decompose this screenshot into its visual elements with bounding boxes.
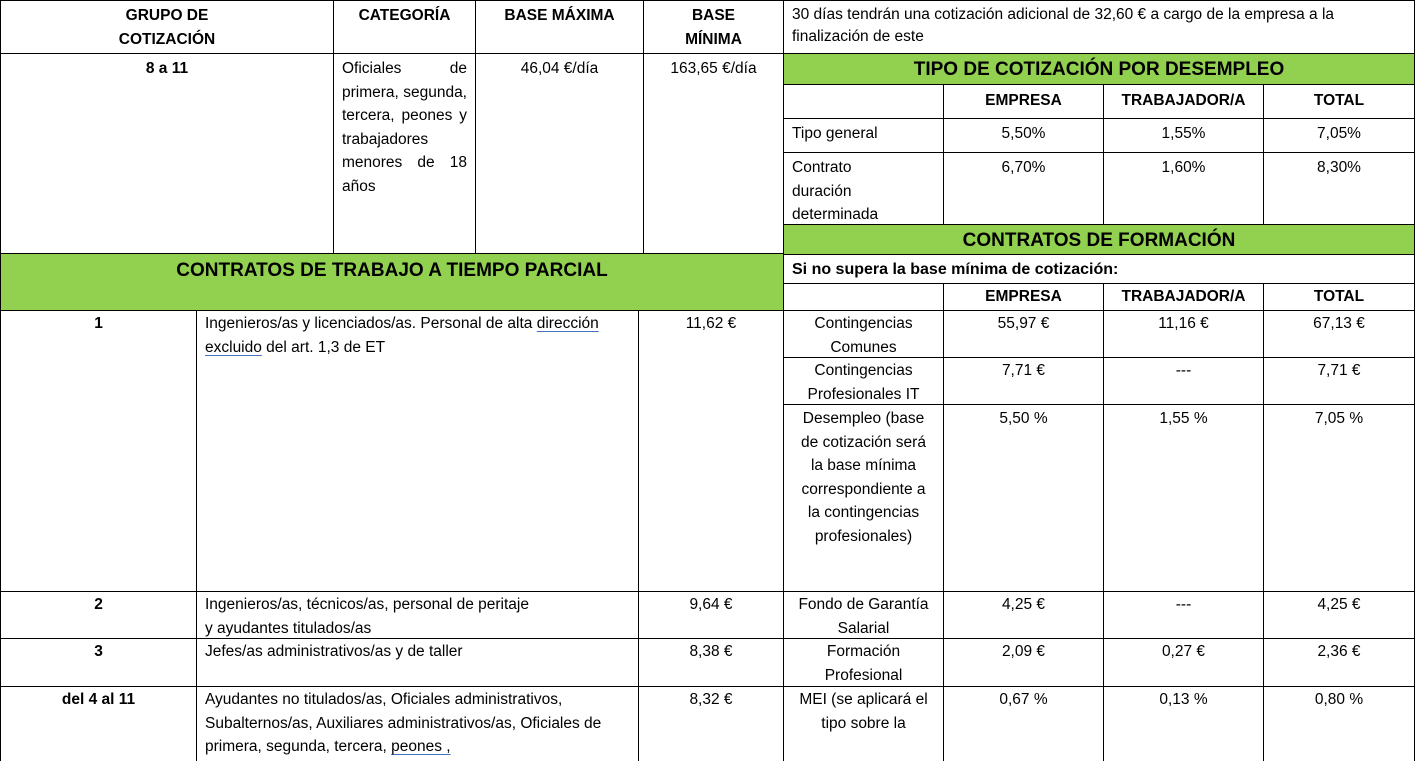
parcial-row-categoria-line1: Ingenieros/as, técnicos/as, personal de peritaje bbox=[205, 596, 529, 613]
formacion-header-blank bbox=[784, 284, 944, 311]
parcial-row-valor: 9,64 € bbox=[639, 592, 784, 639]
formacion-header-total: TOTAL bbox=[1264, 284, 1415, 311]
formacion-header-trabajador: TRABAJADOR/A bbox=[1104, 284, 1264, 311]
header-base-minima-line2: MÍNIMA bbox=[685, 30, 742, 48]
parcial-row-categoria bbox=[197, 592, 639, 639]
desempleo-row-total: 7,05% bbox=[1264, 119, 1415, 153]
formacion-row-trabajador: 11,16 € bbox=[1104, 311, 1264, 358]
formacion-row-label: Contingencias Profesionales IT bbox=[784, 358, 944, 405]
parcial-row-categoria: Jefes/as administrativos/as y de taller bbox=[197, 639, 639, 687]
parcial-row-categoria-underlined: peones , bbox=[391, 738, 451, 755]
header-base-minima-line1: BASE bbox=[691, 7, 736, 24]
row-8-11-base-minima: 163,65 €/día bbox=[644, 54, 784, 254]
formacion-row-trabajador: 0,27 € bbox=[1104, 639, 1264, 687]
desempleo-row-empresa: 6,70% bbox=[944, 153, 1104, 225]
formacion-row-label: Fondo de Garantía Salarial bbox=[784, 592, 944, 639]
desempleo-row-total: 8,30% bbox=[1264, 153, 1415, 225]
parcial-row-categoria-text: del art. 1,3 de ET bbox=[261, 338, 386, 356]
desempleo-header-empresa: EMPRESA bbox=[944, 85, 1104, 119]
formacion-row-empresa: 55,97 € bbox=[944, 311, 1104, 358]
formacion-row-total: 67,13 € bbox=[1264, 311, 1415, 358]
formacion-row-empresa: 4,25 € bbox=[944, 592, 1104, 639]
formacion-row-total: 7,71 € bbox=[1264, 358, 1415, 405]
formacion-row-trabajador: 0,13 % bbox=[1104, 687, 1264, 761]
parcial-title: CONTRATOS DE TRABAJO A TIEMPO PARCIAL bbox=[0, 254, 784, 311]
desempleo-row-trabajador: 1,55% bbox=[1104, 119, 1264, 153]
formacion-row-total: 2,36 € bbox=[1264, 639, 1415, 687]
formacion-row-label: Contingencias Comunes bbox=[784, 311, 944, 358]
formacion-row-trabajador: --- bbox=[1104, 592, 1264, 639]
formacion-row-trabajador: 1,55 % bbox=[1104, 405, 1264, 592]
formacion-row-label: Formación Profesional bbox=[784, 639, 944, 687]
desempleo-header-trabajador: TRABAJADOR/A bbox=[1104, 85, 1264, 119]
formacion-row-total: 0,80 % bbox=[1264, 687, 1415, 761]
parcial-row-categoria-underlined: dirección excluido bbox=[205, 315, 599, 356]
formacion-row-empresa: 5,50 % bbox=[944, 405, 1104, 592]
desempleo-row-label: Contrato duración determinada bbox=[784, 153, 944, 225]
parcial-row-categoria-text: Ingenieros/as y licenciados/as. Personal de alta bbox=[205, 315, 537, 332]
parcial-row-valor: 8,38 € bbox=[639, 639, 784, 687]
row-8-11-base-maxima: 46,04 €/día bbox=[476, 54, 644, 254]
parcial-row-grupo: 1 bbox=[0, 311, 197, 592]
parcial-row-grupo: 2 bbox=[0, 592, 197, 639]
desempleo-header-blank bbox=[784, 85, 944, 119]
row-8-11-categoria: Oficiales de primera, segunda, tercera, peones y trabajadores menores de 18 años bbox=[334, 54, 476, 254]
desempleo-header-total: TOTAL bbox=[1264, 85, 1415, 119]
formacion-title: CONTRATOS DE FORMACIÓN bbox=[784, 225, 1415, 255]
formacion-row-empresa: 2,09 € bbox=[944, 639, 1104, 687]
formacion-row-label: MEI (se aplicará el tipo sobre la bbox=[784, 687, 944, 761]
header-grupo-line2: COTIZACIÓN bbox=[118, 30, 216, 48]
parcial-row-valor: 11,62 € bbox=[639, 311, 784, 592]
formacion-row-total: 7,05 % bbox=[1264, 405, 1415, 592]
parcial-row-valor: 8,32 € bbox=[639, 687, 784, 761]
formacion-row-label: Desempleo (base de cotización será la base mínima correspondiente a la contingencias profesionales) bbox=[784, 405, 944, 592]
formacion-row-total: 4,25 € bbox=[1264, 592, 1415, 639]
header-categoria: CATEGORÍA bbox=[334, 0, 476, 54]
desempleo-row-empresa: 5,50% bbox=[944, 119, 1104, 153]
header-grupo-line1: GRUPO DE bbox=[125, 7, 209, 24]
desempleo-title: TIPO DE COTIZACIÓN POR DESEMPLEO bbox=[784, 54, 1415, 85]
parcial-row-grupo: del 4 al 11 bbox=[0, 687, 197, 761]
formacion-subtitle: Si no supera la base mínima de cotización: bbox=[784, 255, 1415, 284]
formacion-header-empresa: EMPRESA bbox=[944, 284, 1104, 311]
parcial-row-categoria-line2: y ayudantes titulados/as bbox=[205, 619, 372, 637]
desempleo-row-trabajador: 1,60% bbox=[1104, 153, 1264, 225]
header-grupo bbox=[0, 0, 334, 54]
note-cell: 30 días tendrán una cotización adicional de 32,60 € a cargo de la empresa a la finalización de este bbox=[784, 0, 1415, 54]
parcial-row-categoria bbox=[197, 687, 639, 761]
parcial-row-categoria-text: Ayudantes no titulados/as, Oficiales administrativos, Subalternos/as, Auxiliares administrativos/as, Oficiales de primera, segunda, tercera, bbox=[205, 691, 602, 755]
parcial-row-grupo: 3 bbox=[0, 639, 197, 687]
desempleo-row-label: Tipo general bbox=[784, 119, 944, 153]
formacion-row-empresa: 0,67 % bbox=[944, 687, 1104, 761]
parcial-row-categoria bbox=[197, 311, 639, 592]
header-base-maxima: BASE MÁXIMA bbox=[476, 0, 644, 54]
row-8-11-grupo: 8 a 11 bbox=[0, 54, 334, 254]
formacion-row-empresa: 7,71 € bbox=[944, 358, 1104, 405]
header-base-minima bbox=[644, 0, 784, 54]
formacion-row-trabajador: --- bbox=[1104, 358, 1264, 405]
